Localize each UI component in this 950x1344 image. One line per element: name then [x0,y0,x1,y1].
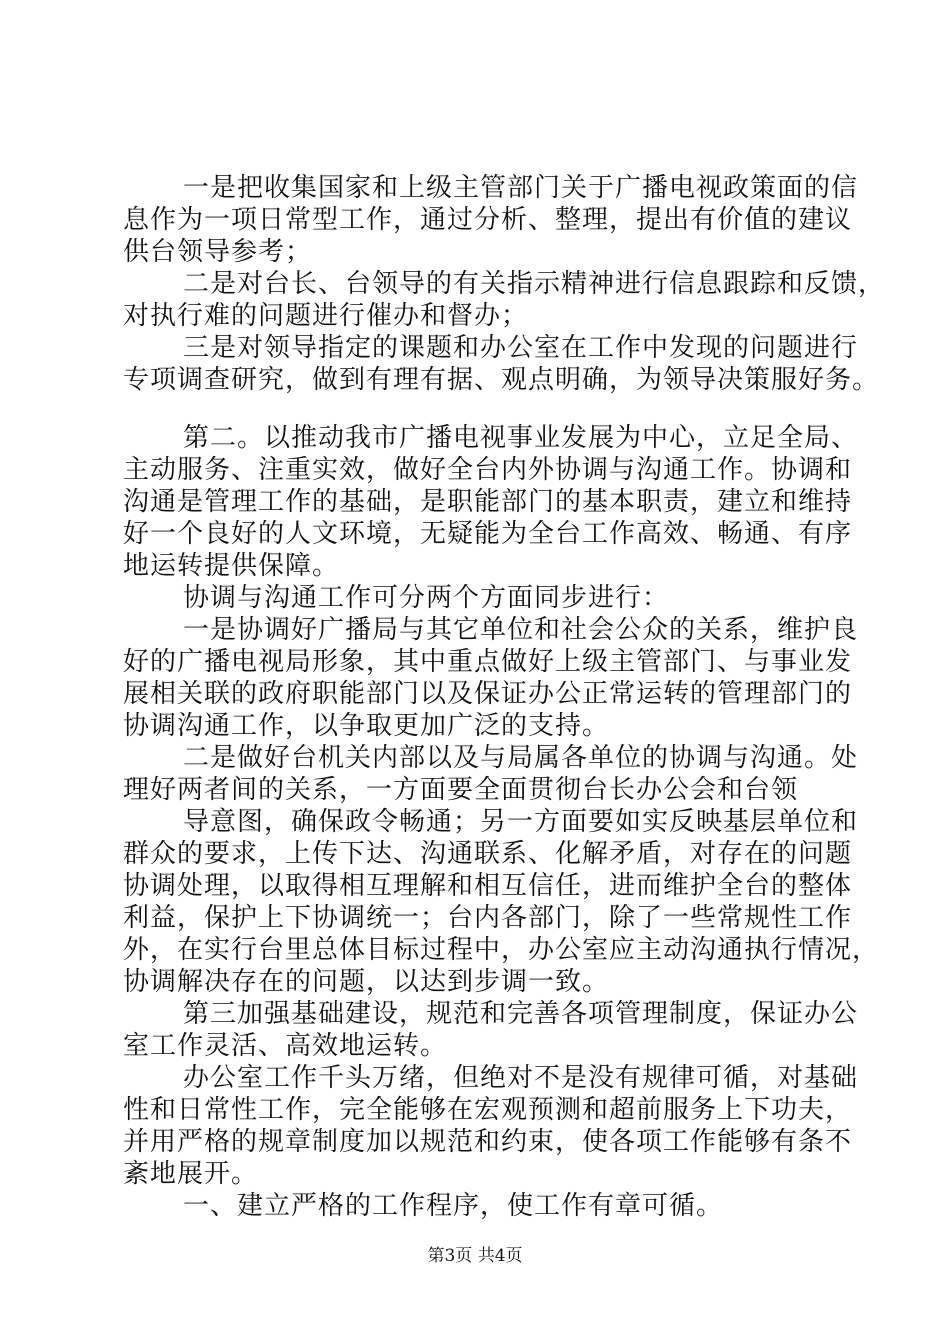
text-line: 二是对台长、台领导的有关指示精神进行信息跟踪和反馈， [183,269,886,299]
text-line: 协调处理，以取得相互理解和相互信任，进而维护全台的整体 [123,871,853,901]
text-line: 并用严格的规章制度加以规范和约束，使各项工作能够有条不 [123,1127,853,1157]
paragraph [123,998,859,1062]
text-line: 第三加强基础建设，规范和完善各项管理制度，保证办公 [183,999,859,1029]
text-line: 室工作灵活、高效地运转。 [123,1031,448,1061]
text-line: 专项调查研究，做到有理有据、观点明确，为领导决策服好务。 [123,365,880,395]
text-line: 地运转提供保障。 [123,551,340,581]
text-line: 性和日常性工作，完全能够在宏观预测和超前服务上下功夫， [123,1095,853,1125]
paragraph [123,582,843,614]
text-line: 导意图，确保政令畅通；另一方面要如实反映基层单位和 [183,807,859,837]
paragraph [123,806,880,998]
text-line: 理好两者间的关系，一方面要全面贯彻台长办公会和台领 [123,775,799,805]
text-line: 二是做好台机关内部以及与局属各单位的协调与沟通。处 [183,743,859,773]
text-line: 沟通是管理工作的基础，是职能部门的基本职责，建立和维持 [123,487,853,517]
text-line: 协调解决存在的问题，以达到步调一致。 [123,967,610,997]
text-line: 协调沟通工作，以争取更加广泛的支持。 [123,711,610,741]
text-line: 第二。以推动我市广播电视事业发展为中心，立足全局、 [183,423,859,453]
document-body [123,172,886,1222]
text-line: 协调与沟通工作可分两个方面同步进行： [183,583,670,613]
text-line: 群众的要求，上传下达、沟通联系、化解矛盾，对存在的问题 [123,839,853,869]
text-line: 办公室工作千头万绪，但绝对不是没有规律可循，对基础 [183,1063,859,1093]
paragraph [123,1062,859,1190]
text-line: 好的广播电视局形象，其中重点做好上级主管部门、与事业发 [123,647,853,677]
text-line: 主动服务、注重实效，做好全台内外协调与沟通工作。协调和 [123,455,853,485]
text-line: 息作为一项日常型工作，通过分析、整理，提出有价值的建议 [123,205,853,235]
paragraph [123,742,859,806]
page-number-footer: 第3页 共4页 [427,1246,523,1266]
text-line: 展相关联的政府职能部门以及保证办公正常运转的管理部门的 [123,679,853,709]
paragraph [123,332,880,396]
paragraph-gap [123,396,843,422]
text-line: 对执行难的问题进行催办和督办； [123,301,529,331]
paragraph [123,614,859,742]
paragraph [123,268,886,332]
text-line: 一、建立严格的工作程序，使工作有章可循。 [183,1191,724,1221]
paragraph [123,422,859,582]
text-line: 好一个良好的人文环境，无疑能为全台工作高效、畅通、有序 [123,519,853,549]
text-line: 供台领导参考； [123,237,313,267]
text-line: 外，在实行台里总体目标过程中，办公室应主动沟通执行情况， [123,935,880,965]
text-line: 紊地展开。 [123,1159,259,1189]
text-line: 三是对领导指定的课题和办公室在工作中发现的问题进行 [183,333,859,363]
paragraph [123,172,859,268]
paragraph [123,1190,843,1222]
text-line: 利益，保护上下协调统一；台内各部门，除了一些常规性工作 [123,903,853,933]
text-line: 一是协调好广播局与其它单位和社会公众的关系，维护良 [183,615,859,645]
text-line: 一是把收集国家和上级主管部门关于广播电视政策面的信 [183,173,859,203]
